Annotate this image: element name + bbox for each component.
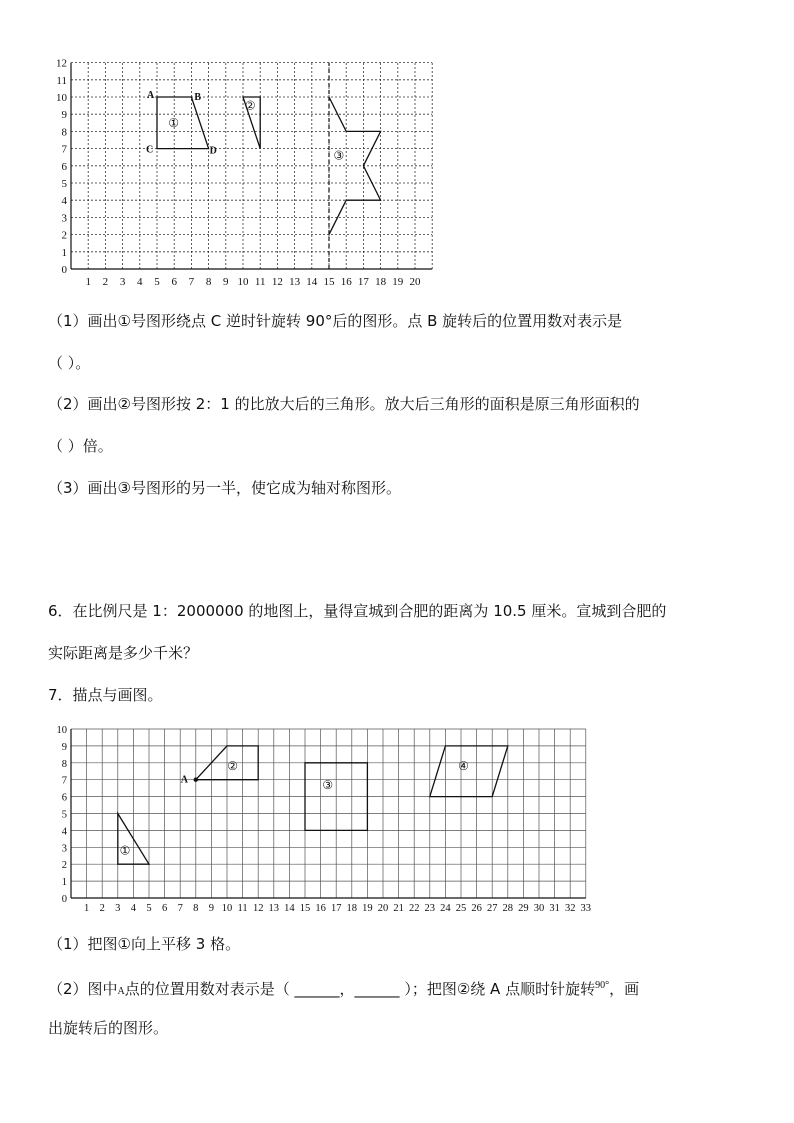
grid1-x-tick: 3 — [119, 276, 126, 288]
grid1-x-tick: 13 — [289, 276, 301, 288]
grid1-x-tick: 17 — [357, 276, 369, 288]
q5-part3: （3）画出③号图形的另一半，使它成为轴对称图形。 — [48, 479, 401, 497]
grid2-x-tick: 8 — [193, 903, 199, 914]
grid1-y-tick: 2 — [61, 229, 67, 242]
grid2-x-tick: 24 — [440, 903, 451, 914]
grid1-y-tick: 11 — [56, 74, 67, 87]
grid2-x-tick: 2 — [99, 903, 105, 914]
fig2-shape-2-label: ② — [227, 759, 239, 774]
grid1-x-tick: 14 — [306, 276, 318, 288]
grid2-x-tick: 27 — [486, 903, 498, 914]
grid1-x-tick: 10 — [237, 276, 249, 288]
fig2-shape-4-label: ④ — [458, 759, 469, 774]
grid2-x-tick: 23 — [424, 903, 436, 914]
grid1-x-tick: 8 — [205, 276, 212, 288]
grid2-x-tick: 1 — [83, 903, 90, 914]
q5-part2-line2: （ ）倍。 — [48, 437, 113, 455]
q7-part2-prefix: （2）图中 — [48, 980, 118, 998]
grid1-x-tick: 16 — [340, 276, 352, 288]
grid1-x-tick: 6 — [171, 276, 177, 288]
grid2-x-tick: 3 — [115, 903, 121, 914]
shape-3-label: ③ — [333, 148, 345, 163]
grid2-x-tick: 5 — [146, 903, 152, 914]
point-A-label: A — [180, 774, 189, 786]
grid1-x-tick: 1 — [85, 276, 91, 288]
grid1-y-tick: 5 — [61, 178, 67, 190]
grid2-y-tick: 7 — [61, 775, 67, 787]
point-label-A: A — [147, 90, 155, 101]
grid1-x-tick: 20 — [409, 276, 421, 288]
grid1-y-tick: 3 — [61, 212, 67, 225]
q5-part2-line1: （2）画出②号图形按 2：1 的比放大后的三角形。放大后三角形的面积是原三角形面积的 — [48, 395, 640, 413]
grid2-x-tick: 10 — [221, 903, 233, 914]
grid2-x-tick: 29 — [518, 903, 529, 914]
grid2-x-tick: 11 — [237, 903, 248, 914]
shape-1-label: ① — [168, 115, 179, 130]
grid1-x-tick: 9 — [223, 276, 229, 288]
grid2-x-tick: 6 — [161, 903, 168, 914]
grid2-y-tick: 1 — [61, 877, 67, 889]
fig2-shape-3-label: ③ — [322, 777, 334, 792]
grid2-x-tick: 31 — [549, 903, 560, 914]
q5-part1-line2: （ ）。 — [48, 354, 91, 372]
grid2-x-tick: 33 — [580, 903, 592, 914]
q7-point-A-small: A — [117, 986, 125, 997]
grid2-x-tick: 30 — [533, 903, 545, 914]
grid2-x-tick: 7 — [177, 903, 183, 914]
q5-part1-line1: （1）画出①号图形绕点 C 逆时针旋转 90°后的图形。点 B 旋转后的位置用数对表示是 — [48, 312, 623, 330]
q7-part1: （1）把图①向上平移 3 格。 — [48, 935, 241, 953]
grid1-y-tick: 6 — [61, 160, 67, 173]
grid2-x-tick: 9 — [208, 903, 215, 914]
q7-part2-line1 — [48, 976, 639, 1002]
grid2-x-tick: 22 — [408, 903, 420, 914]
q6-line2: 实际距离是多少千米？ — [48, 644, 199, 662]
grid2-y-tick: 6 — [61, 792, 67, 804]
grid2-x-tick: 18 — [346, 903, 358, 914]
grid1-y-tick: 10 — [56, 92, 67, 104]
grid2-y-tick: 8 — [61, 758, 67, 770]
grid2-x-tick: 20 — [377, 903, 389, 914]
grid2-x-tick: 28 — [502, 903, 514, 914]
grid2-y-tick: 2 — [61, 860, 67, 872]
grid1-x-tick: 12 — [271, 276, 283, 288]
grid2-y-tick: 4 — [61, 826, 67, 838]
grid1-y-tick: 12 — [56, 57, 67, 70]
grid2-x-tick: 12 — [252, 903, 264, 914]
grid1-y-tick: 8 — [61, 126, 67, 139]
q7-part2-suffix: ，画 — [609, 980, 640, 998]
grid1-x-tick: 2 — [102, 276, 109, 288]
grid2-x-tick: 15 — [299, 903, 311, 914]
q7-angle: 90° — [595, 980, 610, 991]
grid2-x-tick: 19 — [362, 903, 373, 914]
q7-part2-middle: 点的位置用数对表示是（ ______，______ ）；把图②绕 A 点顺时针旋转 — [124, 980, 596, 998]
grid2-x-tick: 21 — [393, 903, 404, 914]
point-A-dot — [194, 778, 198, 782]
q7-part2-line2: 出旋转后的图形。 — [48, 1019, 169, 1037]
grid2-y-tick: 9 — [61, 741, 67, 753]
grid2-x-tick: 16 — [315, 903, 326, 914]
grid1-y-tick: 9 — [61, 109, 67, 122]
q7-title: 7．描点与画图。 — [48, 686, 163, 704]
grid2-y-tick: 10 — [56, 725, 67, 736]
point-label-C: C — [146, 144, 154, 156]
point-label-B: B — [194, 92, 202, 103]
grid2-x-tick: 14 — [284, 903, 295, 914]
q6-line1: 6．在比例尺是 1：2000000 的地图上，量得宣城到合肥的距离为 10.5 厘米。宣城到合肥的 — [48, 602, 667, 620]
grid1-x-tick: 7 — [188, 276, 195, 288]
grid2-y-tick: 3 — [61, 843, 67, 855]
fig2-shape-1-label: ① — [119, 843, 131, 858]
grid1-x-tick: 18 — [375, 276, 387, 288]
grid2-x-tick: 25 — [455, 903, 467, 914]
grid2-x-tick: 26 — [471, 903, 482, 914]
grid1-x-tick: 11 — [254, 276, 266, 288]
point-label-D: D — [209, 145, 217, 157]
grid1-x-tick: 15 — [323, 276, 335, 288]
grid2-x-tick: 13 — [268, 903, 280, 914]
grid2-x-tick: 17 — [330, 903, 342, 914]
grid2-x-tick: 4 — [130, 903, 137, 914]
grid1-y-tick: 0 — [61, 264, 67, 276]
grid2-y-tick: 0 — [61, 894, 67, 905]
grid1-y-tick: 7 — [61, 143, 67, 156]
grid1-y-tick: 4 — [61, 195, 67, 208]
grid2-y-tick: 5 — [61, 809, 67, 821]
grid1-y-tick: 1 — [61, 246, 67, 259]
shape-2-label: ② — [244, 98, 256, 113]
grid2-x-tick: 32 — [564, 903, 576, 914]
grid1-x-tick: 19 — [392, 276, 404, 288]
grid1-x-tick: 5 — [154, 276, 160, 288]
grid1-x-tick: 4 — [137, 276, 143, 288]
